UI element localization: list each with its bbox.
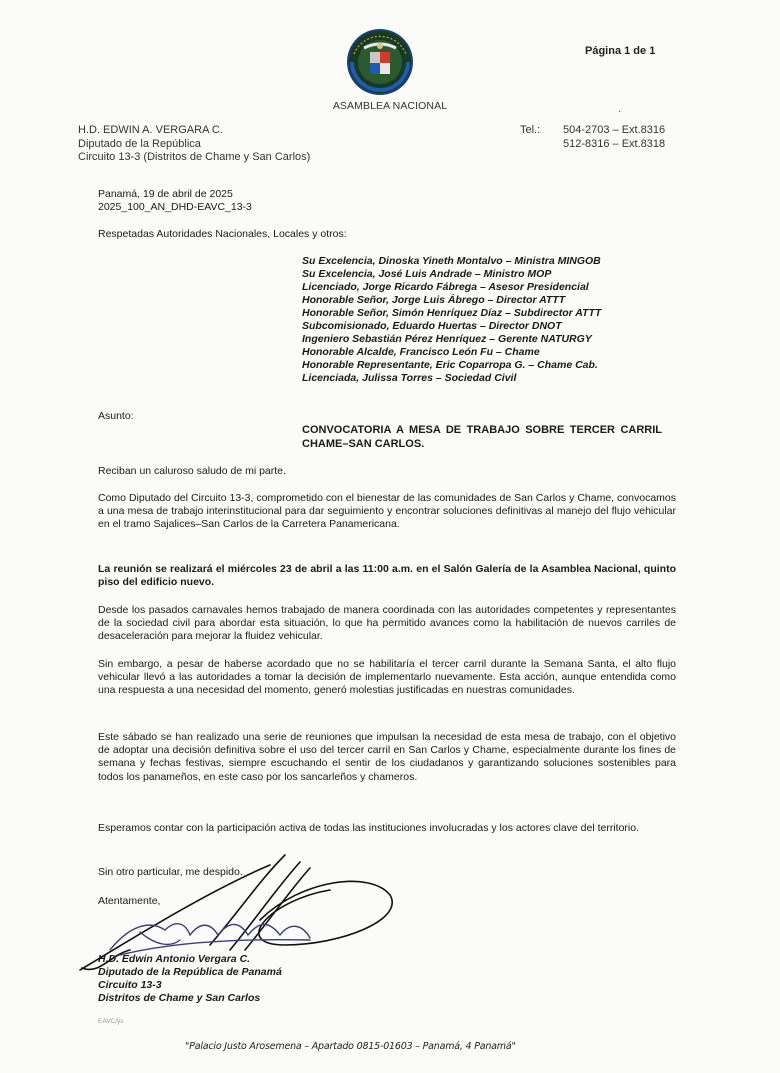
signer-districts: Distritos de Chame y San Carlos bbox=[98, 992, 261, 1004]
contact-block bbox=[520, 124, 665, 151]
paragraph-intro: Como Diputado del Circuito 13-3, comprometido con el bienestar de las comunidades de San Carlos y Chame, convocamos a una mesa de trabajo interinstitucional para dar seguimiento y encontrar soluciones definitivas al manejo del flujo vehicular en el tramo Sajalices–San Carlos de la Carretera Panamericana. bbox=[98, 492, 676, 531]
paragraph-meeting-details: La reunión se realizará el miércoles 23 de abril a las 11:00 a.m. en el Salón Galería de la Asamblea Nacional, quinto piso del edificio nuevo. bbox=[98, 563, 676, 589]
paragraph-background: Desde los pasados carnavales hemos trabajado de manera coordinada con las autoridades competentes y representantes de la sociedad civil para abordar esta situación, lo que ha permitido avances como la habilitación de nuevos carriles de desaceleración para mejorar la fluidez vehicular. bbox=[98, 604, 676, 643]
signer-block bbox=[98, 953, 282, 1005]
recipient-item: Su Excelencia, Dinoska Yineth Montalvo – Ministra MINGOB bbox=[302, 255, 601, 267]
typist-initials: EAVC/ys bbox=[98, 1018, 124, 1025]
recipient-list bbox=[302, 255, 601, 385]
sender-name: H.D. EDWIN A. VERGARA C. bbox=[78, 124, 223, 136]
greeting: Reciban un caluroso saludo de mi parte. bbox=[98, 465, 286, 477]
paragraph-objective: Este sábado se han realizado una serie de reuniones que impulsan la necesidad de esta mesa de trabajo, con el objetivo de adoptar una decisión definitiva sobre el uso del tercer carril en San Carlos y Chame, especialmente durante los fines de semana y fechas festivas, siempre escuchando el sentir de los ciudadanos y garantizando soluciones sostenibles para todos los panameños, en este caso por los sancarleños y chameros. bbox=[98, 731, 676, 783]
letter-reference: 2025_100_AN_DHD-EAVC_13-3 bbox=[98, 200, 252, 213]
valediction: Atentamente, bbox=[98, 895, 161, 907]
stray-mark: · bbox=[618, 106, 622, 117]
subject-line: CONVOCATORIA A MESA DE TRABAJO SOBRE TERCER CARRIL CHAME–SAN CARLOS. bbox=[302, 424, 662, 450]
phone-line-1: 504-2703 – Ext.8316 bbox=[563, 124, 666, 136]
closing-line: Sin otro particular, me despido. bbox=[98, 866, 243, 878]
signer-circuit: Circuito 13-3 bbox=[98, 979, 162, 991]
recipient-item: Honorable Señor, Simón Henríquez Díaz – Subdirector ATTT bbox=[302, 307, 602, 319]
page-indicator: Página 1 de 1 bbox=[585, 45, 656, 57]
recipient-item: Honorable Señor, Jorge Luis Ábrego – Director ATTT bbox=[302, 294, 566, 306]
date-block bbox=[98, 188, 252, 213]
recipient-item: Subcomisionado, Eduardo Huertas – Director DNOT bbox=[302, 320, 562, 332]
asamblea-seal-icon bbox=[346, 28, 414, 96]
phone-label: Tel.: bbox=[520, 124, 541, 136]
signer-title: Diputado de la República de Panamá bbox=[98, 966, 282, 978]
sender-block bbox=[78, 124, 310, 165]
letter-date: Panamá, 19 de abril de 2025 bbox=[98, 188, 233, 200]
signer-name: H.D. Edwin Antonio Vergara C. bbox=[98, 953, 251, 965]
recipient-item: Licenciado, Jorge Ricardo Fábrega – Asesor Presidencial bbox=[302, 281, 589, 293]
sender-circuit: Circuito 13-3 (Distritos de Chame y San Carlos) bbox=[78, 151, 311, 163]
paragraph-semana-santa: Sin embargo, a pesar de haberse acordado que no se habilitaría el tercer carril durante la Semana Santa, el alto flujo vehicular llevó a las autoridades a tomar la decisión de implementarlo nuevamente. Esta acción, aunque entendida como una respuesta a una necesidad del momento, generó molestias justificadas en nuestras comunidades. bbox=[98, 658, 676, 697]
footer-address: "Palacio Justo Arosemena – Apartado 0815-01603 – Panamá, 4 Panamá" bbox=[185, 1041, 516, 1052]
recipient-item: Ingeniero Sebastián Pérez Henríquez – Gerente NATURGY bbox=[302, 333, 592, 345]
recipient-item: Honorable Representante, Eric Coparropa G. – Chame Cab. bbox=[302, 359, 598, 371]
institution-name: ASAMBLEA NACIONAL bbox=[332, 100, 448, 112]
salutation: Respetadas Autoridades Nacionales, Locales y otros: bbox=[98, 228, 347, 240]
sender-title: Diputado de la República bbox=[78, 137, 201, 150]
phone-line-2: 512-8316 – Ext.8318 bbox=[563, 137, 666, 150]
paragraph-participation: Esperamos contar con la participación activa de todas las instituciones involucradas y los actores clave del territorio. bbox=[98, 822, 640, 834]
recipient-item: Honorable Alcalde, Francisco León Fu – Chame bbox=[302, 346, 540, 358]
subject-label: Asunto: bbox=[98, 410, 134, 422]
recipient-item: Su Excelencia, José Luis Andrade – Ministro MOP bbox=[302, 268, 552, 280]
recipient-item: Licenciada, Julissa Torres – Sociedad Civil bbox=[302, 372, 517, 384]
